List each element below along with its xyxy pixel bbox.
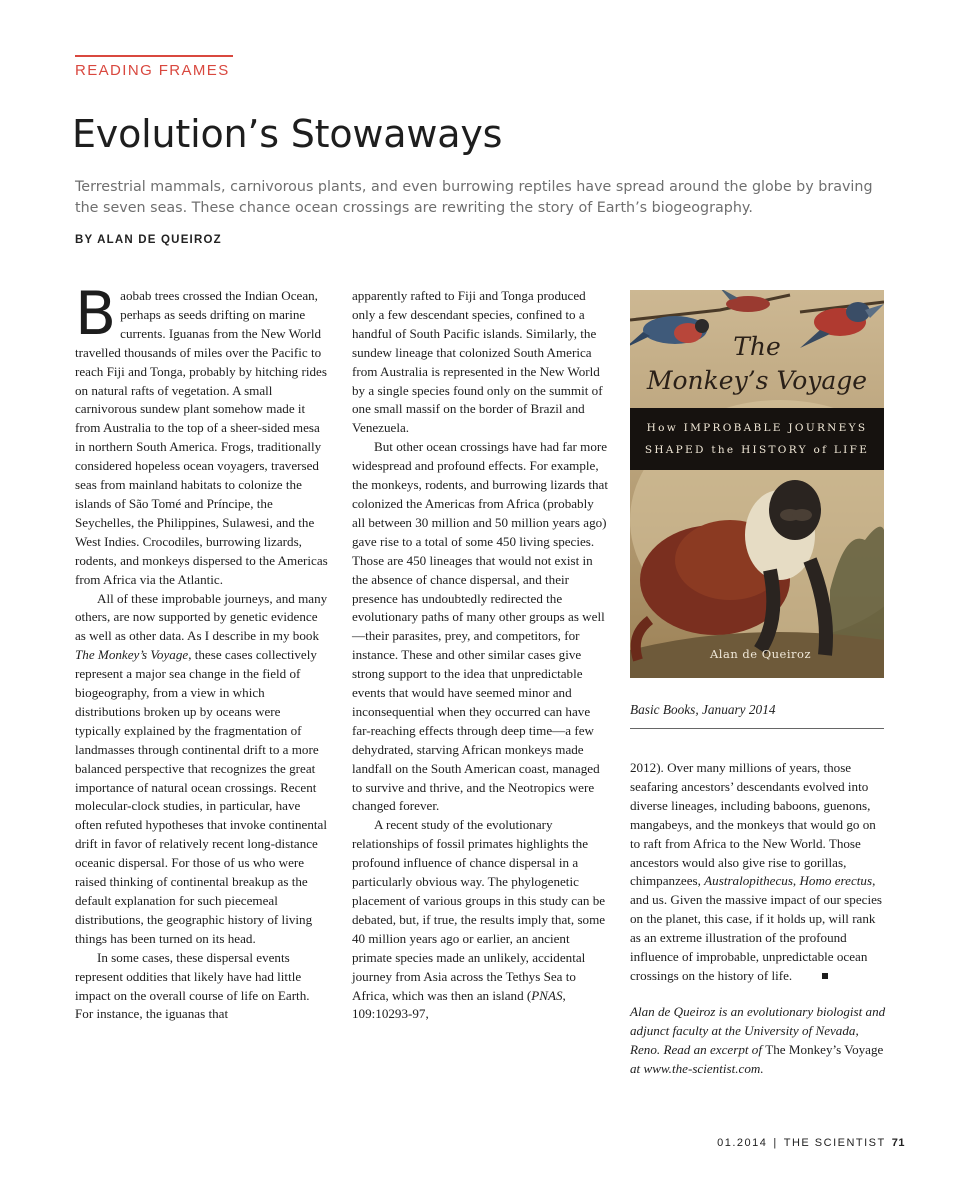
cover-subtitle-line-2: SHAPED the HISTORY of LIFE [644,444,870,456]
cover-title-line-2: Monkey’s Voyage [646,366,868,395]
book-title-inline: The Monkey’s Voyage [75,647,189,663]
end-mark-icon [822,973,828,979]
paragraph-5-text-a: A recent study of the evolutionary relationships of fossil primates highlights the profound influence of chance dispersal in a particularly obvious way. The phylogenetic placement of various groups in this study can be debated, but, if true, the results imply that, some 40 million years ago or earlier, an ancient primate species made an unlikely, accidental journey from Asia across the Tethys Sea to Africa, which was then an island ( [352,817,606,1003]
caption-rule [630,728,884,729]
cover-subtitle-band [630,408,884,470]
paragraph-1 [75,279,329,590]
byline: BY ALAN DE QUEIROZ [75,234,222,246]
cover-caption: Basic Books, January 2014 [630,702,776,717]
paragraph-5-continued [630,759,886,986]
section-label: READING FRAMES [75,62,230,79]
genus-australopithecus: Australopithecus [704,873,793,889]
paragraph-3: In some cases, these dispersal events represent oddities that likely have had little impact on the overall course of life on Earth. For instance, the iguanas that [75,949,310,1022]
footer-separator: | [773,1137,778,1149]
paragraph-2 [75,590,329,949]
paragraph-2-text-b: , these cases collectively represent a major sea change in the field of biogeography, from a view in which distributions broken up by oceans were typically explained by the fragmentation of landmasses through continental drift to a more balanced perspective that recognizes the great importance of natural ocean crossings. Recent molecular-clock studies, in particular, have often refuted hypotheses that invoke continental drift in favor of relatively recent long-distance oceanic dispersal. For those of us who were raised thinking of continental breakup as the default explanation for such piecemeal distributions, the geographic history of living things has been turned on its head. [75,647,327,946]
cover-subtitle-line-1: How IMPROBABLE JOURNEYS [646,422,868,434]
paragraph-5-cont-text-a: 2012). Over many millions of years, those seafaring ancestors’ descendants evolved into diverse lineages, including baboons, guenons, mangabeys, and the monkeys that would go on to raft from Africa to the New World. Those ancestors would also give rise to gorillas, chimpanzees, [630,760,876,889]
paragraph-4: But other ocean crossings have had far more widespread and profound effects. For example, the monkeys, rodents, and burrowing lizards that colonized the Americas from Africa (probably all between 30 million and 50 million years ago) gave rise to a total of some 450 living species. Those are 450 lineages that would not exist in the absence of chance dispersal, and their presence has undoubtedly redirected the evolutionary paths of many other groups as well—their parasites, prey, and competitors, for instance. These and other similar cases give strong support to the idea that unpredictable events that would have seemed minor and inconsequential when they occurred can have far-reaching effects through deep time—a few dehydrated, starving African monkeys made landfall on the South American coast, managed to survive and thrive, and the Neotropics were changed forever. [352,439,608,814]
paragraph-5 [352,816,608,1024]
article-title: Evolution’s Stowaways [72,112,503,156]
footer-issue: 01.2014 [717,1137,768,1149]
author-bio-text-b: at www.the-scientist.com. [630,1060,764,1076]
paragraph-5-cont-sep: , [792,873,800,889]
drop-cap: B [75,279,117,349]
cover-author: Alan de Queiroz [710,647,812,661]
cover-title-line-1: The [733,332,781,361]
column-1 [75,279,329,1024]
book-cover [630,290,884,678]
paragraph-5-cont-text-b: , and us. Given the massive impact of our species on the planet, this case, if it holds up, will rank as an extreme illustration of the profound influence of improbable, unpredictable ocean crossings on the history of life. [630,873,882,983]
paragraph-3-continued: apparently rafted to Fiji and Tonga produced only a few descendant species, confined to a handful of South Pacific islands. Similarly, the sundew lineage that colonized South America from Australia is represented in the New World by a single species found only on the summit of one small massif on the border of Brazil and Venezuela. [352,288,603,436]
paragraph-1-text: aobab trees crossed the Indian Ocean, perhaps as seeds drifting on marine currents. Iguanas from the New World travelled thousands of miles over the Pacific to reach Fiji and Tonga, probably by hitching rides on natural rafts of vegetation. A small carnivorous sundew plant somehow made it from Australia to the top of a sheer-sided mesa in northern South America. Frogs, traditionally considered hopeless ocean voyagers, traversed seas from mainland habitats to colonize the islands of São Tomé and Príncipe, the Seychelles, the Philippines, Sulawesi, and the West Indies. Crocodiles, burrowing lizards, rodents, and monkeys dispersed to the Americas from Africa via the Atlantic. [75,288,328,587]
author-bio-text-a: Alan de Queiroz is an evolutionary biologist and adjunct faculty at the University of Nevada, Reno. Read an excerpt of [630,1003,886,1057]
species-homo-erectus: Homo erectus [799,873,873,889]
paragraph-2-text-a: All of these improbable journeys, and many others, are now supported by genetic evidence as well as other data. As I describe in my book [75,590,328,644]
author-bio [630,1003,886,1079]
article-deck: Terrestrial mammals, carnivorous plants, and even burrowing reptiles have spread around the globe by braving the seven seas. These chance ocean crossings are rewriting the story of Earth’s biogeography. [75,179,873,216]
section-rule [75,55,233,57]
column-3 [630,759,886,1079]
page-number: 71 [891,1137,905,1149]
page-footer [717,1137,905,1149]
footer-magazine: THE SCIENTIST [783,1137,886,1149]
paragraph-5-text-b: , 109:10293-97, [352,987,566,1022]
author-bio-book: The Monkey’s Voyage [765,1041,884,1057]
column-2 [352,287,608,1024]
journal-name: PNAS [531,987,563,1003]
